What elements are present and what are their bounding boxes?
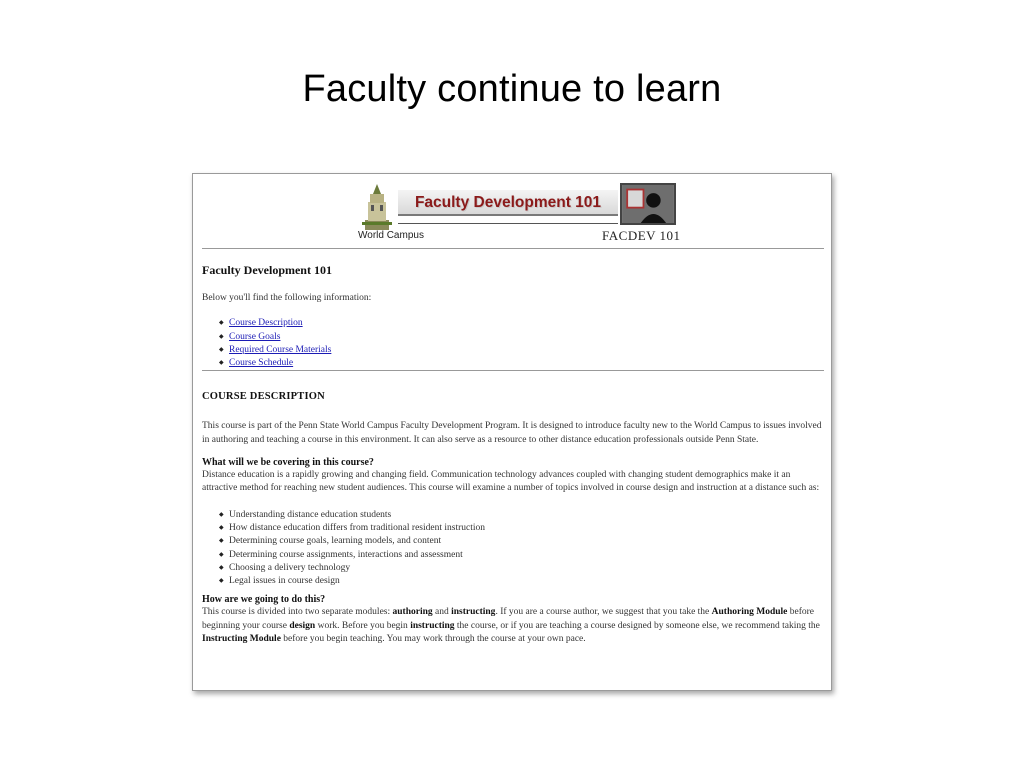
header-divider — [202, 248, 824, 249]
course-banner — [202, 174, 824, 248]
list-item — [219, 317, 824, 330]
old-main-tower-icon — [362, 182, 392, 230]
topics-list — [219, 509, 824, 589]
banner-title-box — [398, 190, 618, 216]
instructing-term: instructing — [451, 607, 496, 618]
course-description-text: This course is part of the Penn State World Campus Faculty Development Program. It is designed to introduce faculty new to the World Campus to issues involved in authoring and teaching a course in this environment. It can also serve as a resource to other distance education professionals outside Penn State. — [202, 421, 822, 445]
banner-divider — [398, 223, 618, 224]
instructing-verb-term: instructing — [410, 620, 455, 631]
webpage-content — [202, 174, 824, 646]
webpage-screenshot — [192, 173, 832, 691]
list-item: ◆ Understanding distance education students — [219, 509, 824, 522]
list-item — [219, 331, 824, 344]
course-description-heading: COURSE DESCRIPTION — [202, 391, 325, 403]
intro-text: Below you'll find the following information: — [202, 293, 372, 303]
how-text: This course is divided into two separate modules: authoring and instructing. If you are a course author, we suggest that you take the Authoring Module before beginning your course design work. Before you begin instructing the course, or if you are teaching a course designed by someone else, we recommend taking the Instructing Module before you begin teaching. You may work through the course at your own pace. — [202, 607, 820, 645]
list-item: ◆ How distance education differs from traditional resident instruction — [219, 522, 824, 535]
page-heading: Faculty Development 101 — [202, 263, 332, 277]
list-item — [219, 357, 824, 370]
required-materials-link[interactable]: Required Course Materials — [229, 344, 332, 355]
banner-title: Faculty Development 101 — [414, 194, 602, 211]
instructing-module-term: Instructing Module — [202, 634, 281, 645]
course-goals-link[interactable]: Course Goals — [229, 331, 281, 342]
covering-text: Distance education is a rapidly growing and changing field. Communication technology advances coupled with changing student demographics make it an attractive method for reaching new student audiences. This course will examine a number of topics involved in course design and instruction at a distance such as: — [202, 470, 820, 494]
world-campus-label: World Campus — [358, 230, 424, 241]
course-schedule-link[interactable]: Course Schedule — [229, 358, 294, 369]
list-item: ◆ Determining course goals, learning models, and content — [219, 535, 824, 548]
instructor-silhouette-icon — [620, 183, 676, 225]
design-term: design — [289, 620, 316, 631]
course-description-link[interactable]: Course Description — [229, 318, 303, 329]
covering-heading: What will we be covering in this course? — [202, 457, 374, 469]
list-item: ◆ Choosing a delivery technology — [219, 562, 824, 575]
list-item: ◆ Legal issues in course design — [219, 575, 824, 588]
authoring-module-term: Authoring Module — [711, 607, 788, 618]
list-item: ◆ Determining course assignments, interactions and assessment — [219, 549, 824, 562]
authoring-term: authoring — [392, 607, 433, 618]
list-item — [219, 344, 824, 357]
how-heading: How are we going to do this? — [202, 594, 326, 606]
section-divider — [202, 370, 824, 371]
course-code-label: FACDEV 101 — [602, 228, 681, 243]
slide-title: Faculty continue to learn — [302, 68, 722, 110]
section-link-list — [219, 317, 824, 370]
